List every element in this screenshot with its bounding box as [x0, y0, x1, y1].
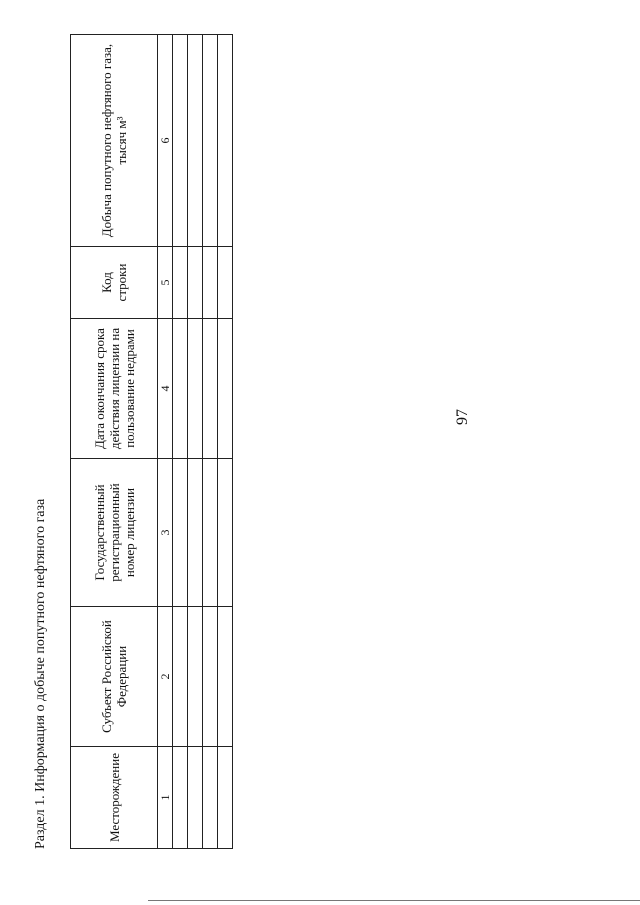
table-cell[interactable]: [218, 247, 233, 319]
table-cell[interactable]: [218, 319, 233, 459]
table-row: [203, 35, 218, 849]
table-cell[interactable]: [188, 459, 203, 607]
col-number: 5: [158, 247, 173, 319]
table-cell[interactable]: [203, 607, 218, 747]
col-header-field: Месторождение: [71, 747, 158, 849]
table-row: [173, 35, 188, 849]
page-number: 97: [454, 409, 471, 425]
table-cell[interactable]: [203, 247, 218, 319]
col-number: 1: [158, 747, 173, 849]
col-number: 6: [158, 35, 173, 247]
table-cell[interactable]: [218, 459, 233, 607]
col-number: 4: [158, 319, 173, 459]
table-cell[interactable]: [203, 319, 218, 459]
table-cell[interactable]: [173, 35, 188, 247]
col-header-row-code: Код строки: [71, 247, 158, 319]
table-cell[interactable]: [203, 35, 218, 247]
table-row: [188, 35, 203, 849]
table-cell[interactable]: [173, 607, 188, 747]
col-header-license-expiry: Дата окончания срока действия лицензии на пользование недрами: [71, 319, 158, 459]
column-number-row: [158, 35, 173, 849]
col-header-region: Субъект Российской Федерации: [71, 607, 158, 747]
table-cell[interactable]: [203, 747, 218, 849]
section-title: Раздел 1. Информация о добыче попутного нефтяного газа: [33, 498, 48, 849]
table-cell[interactable]: [188, 607, 203, 747]
gas-production-table: [70, 35, 230, 849]
table-cell[interactable]: [188, 35, 203, 247]
table-cell[interactable]: [188, 319, 203, 459]
col-number: 3: [158, 459, 173, 607]
table-cell[interactable]: [203, 459, 218, 607]
table-cell[interactable]: [173, 319, 188, 459]
table-cell[interactable]: [188, 747, 203, 849]
table-cell[interactable]: [218, 607, 233, 747]
table-cell[interactable]: [173, 459, 188, 607]
table-cell[interactable]: [173, 247, 188, 319]
table-cell[interactable]: [218, 747, 233, 849]
table-cell[interactable]: [188, 247, 203, 319]
col-header-license-number: Государственный регистрационный номер лицензии: [71, 459, 158, 607]
col-header-gas-production: Добыча попутного нефтяного газа, тысяч м³: [71, 35, 158, 247]
bottom-divider: [148, 900, 640, 901]
table-cell[interactable]: [218, 35, 233, 247]
rotated-content: [28, 27, 608, 887]
form-table: [70, 34, 233, 849]
table-row: [218, 35, 233, 849]
header-row: [71, 35, 158, 849]
col-number: 2: [158, 607, 173, 747]
table-cell[interactable]: [173, 747, 188, 849]
